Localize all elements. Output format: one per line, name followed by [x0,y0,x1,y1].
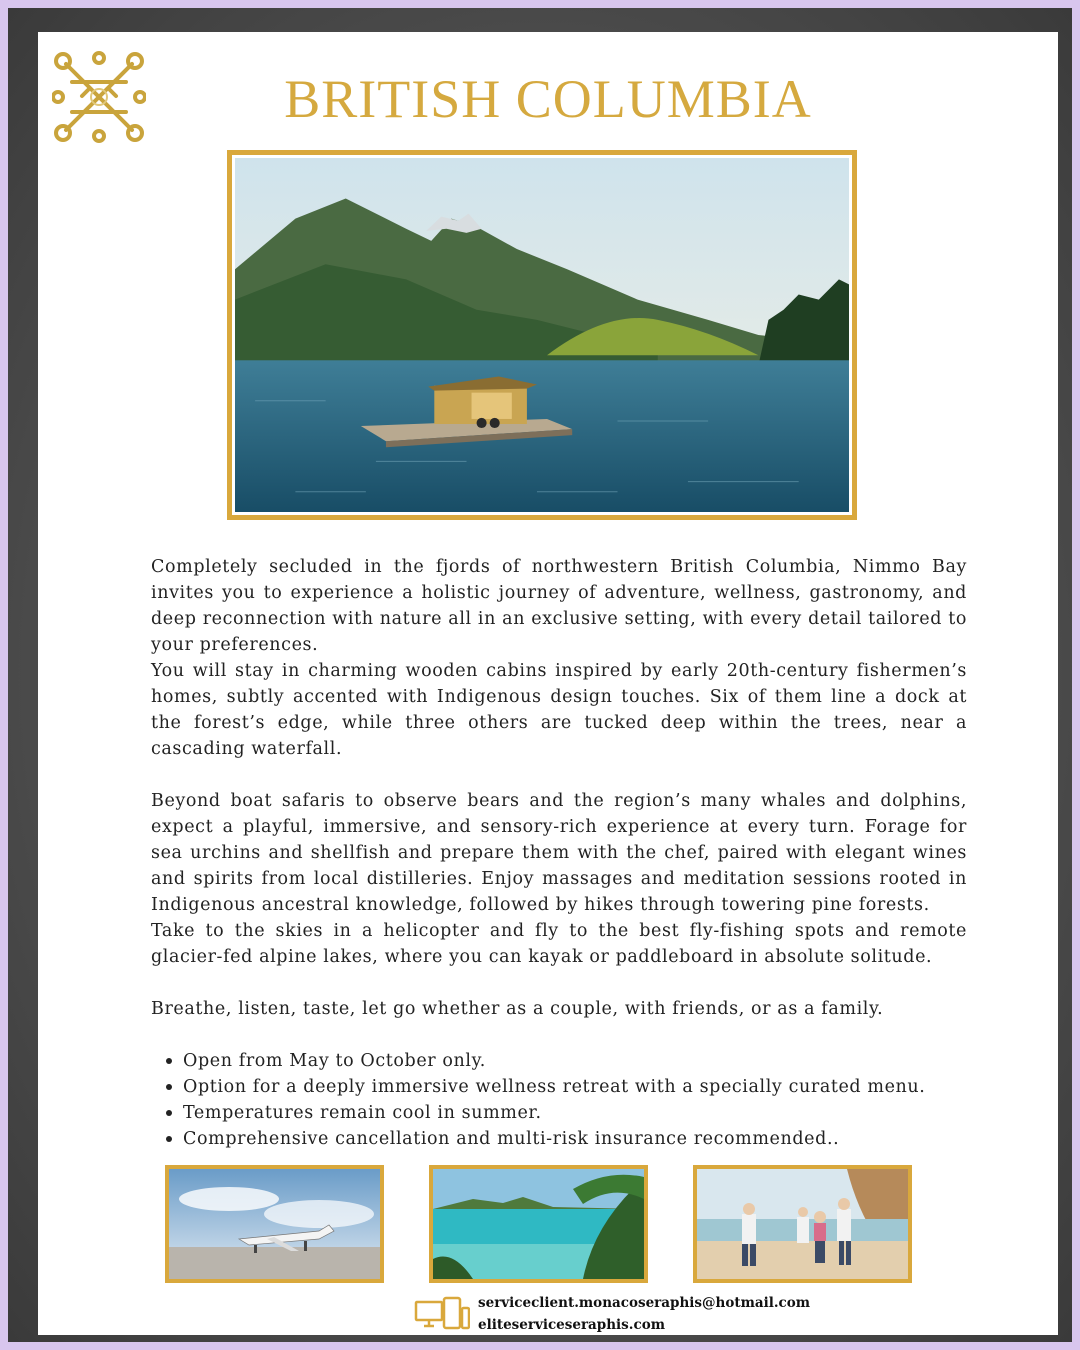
list-item: Temperatures remain cool in summer. [183,1100,967,1126]
contact-block [414,1292,810,1336]
page-sheet [38,32,1058,1335]
thumbnail-family-beach [693,1165,912,1283]
list-item: Comprehensive cancellation and multi-risk insurance recommended.. [183,1126,967,1152]
paragraph: Take to the skies in a helicopter and fly to the best fly-fishing spots and remote glacier-fed alpine lakes, where you can kayak or paddleboard in absolute solitude. [151,921,967,967]
paragraph: You will stay in charming wooden cabins inspired by early 20th-century fishermen’s homes, subtly accented with Indigenous design touches. Six of them line a dock at the forest’s edge, while three others are tucked deep within the trees, near a cascading waterfall. [151,661,967,759]
thumbnail-private-jet [165,1165,384,1283]
page-title: BRITISH COLUMBIA [284,69,812,129]
devices-icon [414,1296,470,1332]
paragraph: Breathe, listen, taste, let go whether as a couple, with friends, or as a family. [151,999,884,1019]
thumbnail-tropical-beach [429,1165,648,1283]
paragraph: Completely secluded in the fjords of northwestern British Columbia, Nimmo Bay invites you to experience a holistic journey of adventure, wellness, gastronomy, and deep reconnection with nature all in an exclusive setting, with every detail tailored to your preferences. [151,557,967,655]
list-item: Open from May to October only. [183,1048,967,1074]
description-text [151,554,967,1152]
contact-website[interactable]: eliteserviceseraphis.com [478,1317,665,1333]
page-frame [8,8,1072,1342]
highlights-list [151,1048,967,1152]
hero-image-lake-cabin [227,150,857,520]
paragraph: Beyond boat safaris to observe bears and the region’s many whales and dolphins, expect a playful, immersive, and sensory-rich experience at every turn. Forage for sea urchins and shellfish and prepare them with the chef, paired with elegant wines and spirits from local distilleries. Enjoy massages and meditation sessions rooted in Indigenous ancestral knowledge, followed by hikes through towering pine forests. [151,791,967,915]
contact-email[interactable]: serviceclient.monacoseraphis@hotmail.com [478,1295,811,1311]
list-item: Option for a deeply immersive wellness retreat with a specially curated menu. [183,1074,967,1100]
